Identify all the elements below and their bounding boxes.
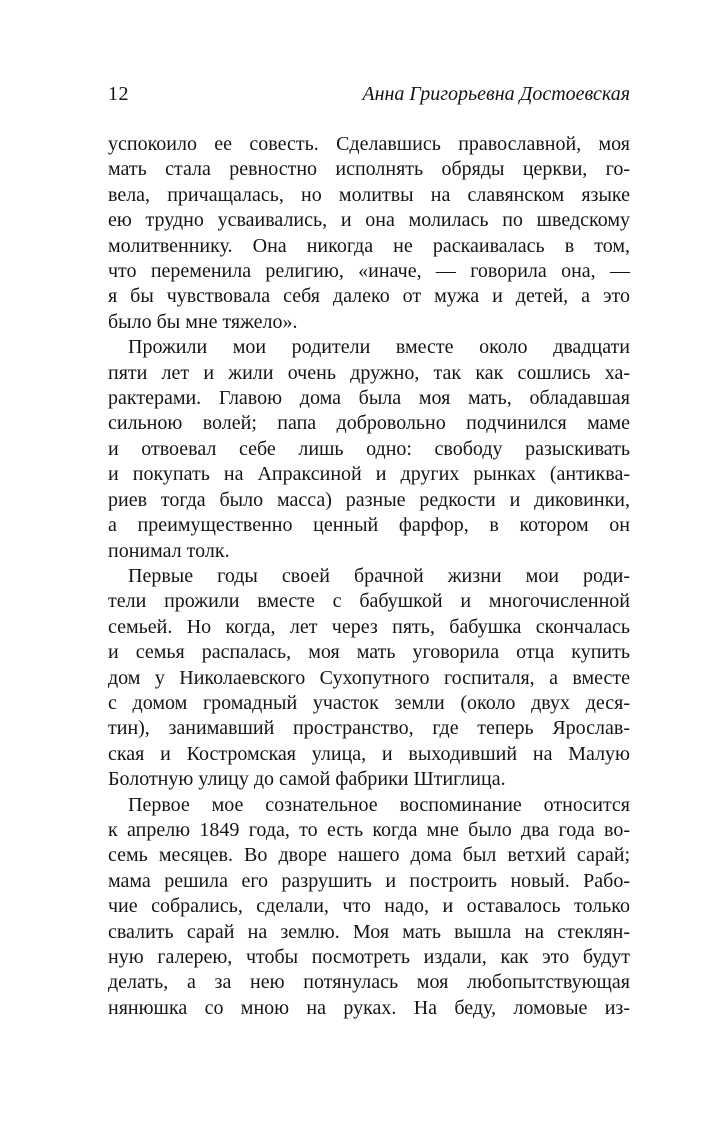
text-line: семьей. Но когда, лет через пять, бабушка скончалась: [108, 615, 630, 638]
text-line: мать стала ревностно исполнять обряды церкви, го-: [108, 158, 630, 181]
text-line: пяти лет и жили очень дружно, так как сошлись ха-: [108, 361, 630, 384]
text-line: и покупать на Апраксиной и других рынках (антиква-: [108, 463, 630, 486]
text-line: к апрелю 1849 года, то есть когда мне было два года во-: [108, 818, 630, 841]
text-line: свалить сарай на землю. Моя мать вышла на стеклян-: [108, 920, 630, 943]
text-line: мама решила его разрушить и построить новый. Рабо-: [108, 869, 630, 892]
text-line: молитвеннику. Она никогда не раскаивалась в том,: [108, 234, 630, 257]
page-text: [108, 132, 630, 1021]
text-line: я бы чувствовала себя далеко от мужа и детей, а это: [108, 285, 630, 308]
paragraph: [108, 132, 630, 335]
text-line: с домом громадный участок земли (около двух деся-: [108, 691, 630, 714]
paragraph: [108, 564, 630, 793]
text-line: дом у Николаевского Сухопутного госпиталя, а вместе: [108, 666, 630, 689]
text-line: ею трудно усваивались, и она молилась по шведскому: [108, 209, 630, 232]
text-line: тин), занимавший пространство, где теперь Ярослав-: [108, 717, 630, 740]
text-line: а преимущественно ценный фарфор, в котором он: [108, 514, 630, 537]
text-line: нянюшка со мною на руках. На беду, ломовые из-: [108, 996, 630, 1019]
text-line: делать, а за нею потянулась моя любопытствующая: [108, 971, 630, 994]
text-line: что переменила религию, «иначе, — говорила она, —: [108, 260, 630, 283]
running-header: [108, 83, 630, 105]
text-line: Прожили мои родители вместе около двадцати: [128, 336, 630, 359]
text-line: Первое мое сознательное воспоминание относится: [128, 793, 630, 816]
running-title: Анна Григорьевна Достоевская: [362, 83, 630, 105]
text-line: вела, причащалась, но молитвы на славянском языке: [108, 183, 630, 206]
text-line: чие собрались, сделали, что надо, и оставалось только: [108, 895, 630, 918]
text-line: семь месяцев. Во дворе нашего дома был ветхий сарай;: [108, 844, 630, 867]
paragraph: [108, 793, 630, 1022]
paragraph: [108, 335, 630, 564]
text-line: понимал толк.: [108, 539, 230, 562]
text-line: тели прожили вместе с бабушкой и многочисленной: [108, 590, 630, 613]
text-line: и семья распалась, моя мать уговорила отца купить: [108, 641, 630, 664]
text-line: риев тогда было масса) разные редкости и диковинки,: [108, 488, 630, 511]
text-line: Болотную улицу до самой фабрики Штиглица.: [108, 768, 506, 791]
text-line: было бы мне тяжело».: [108, 310, 298, 333]
text-line: ская и Костромская улица, и выходивший на Малую: [108, 742, 630, 765]
text-line: успокоило ее совесть. Сделавшись православной, моя: [108, 133, 630, 155]
page-number: 12: [108, 83, 129, 105]
text-line: сильною волей; папа добровольно подчинился маме: [108, 412, 630, 435]
text-line: ную галерею, чтобы посмотреть издали, как это будут: [108, 946, 630, 968]
text-line: и отвоевал себе лишь одно: свободу разыскивать: [108, 437, 630, 460]
text-line: Первые годы своей брачной жизни мои роди-: [128, 564, 630, 587]
text-line: рактерами. Главою дома была моя мать, обладавшая: [108, 387, 630, 410]
